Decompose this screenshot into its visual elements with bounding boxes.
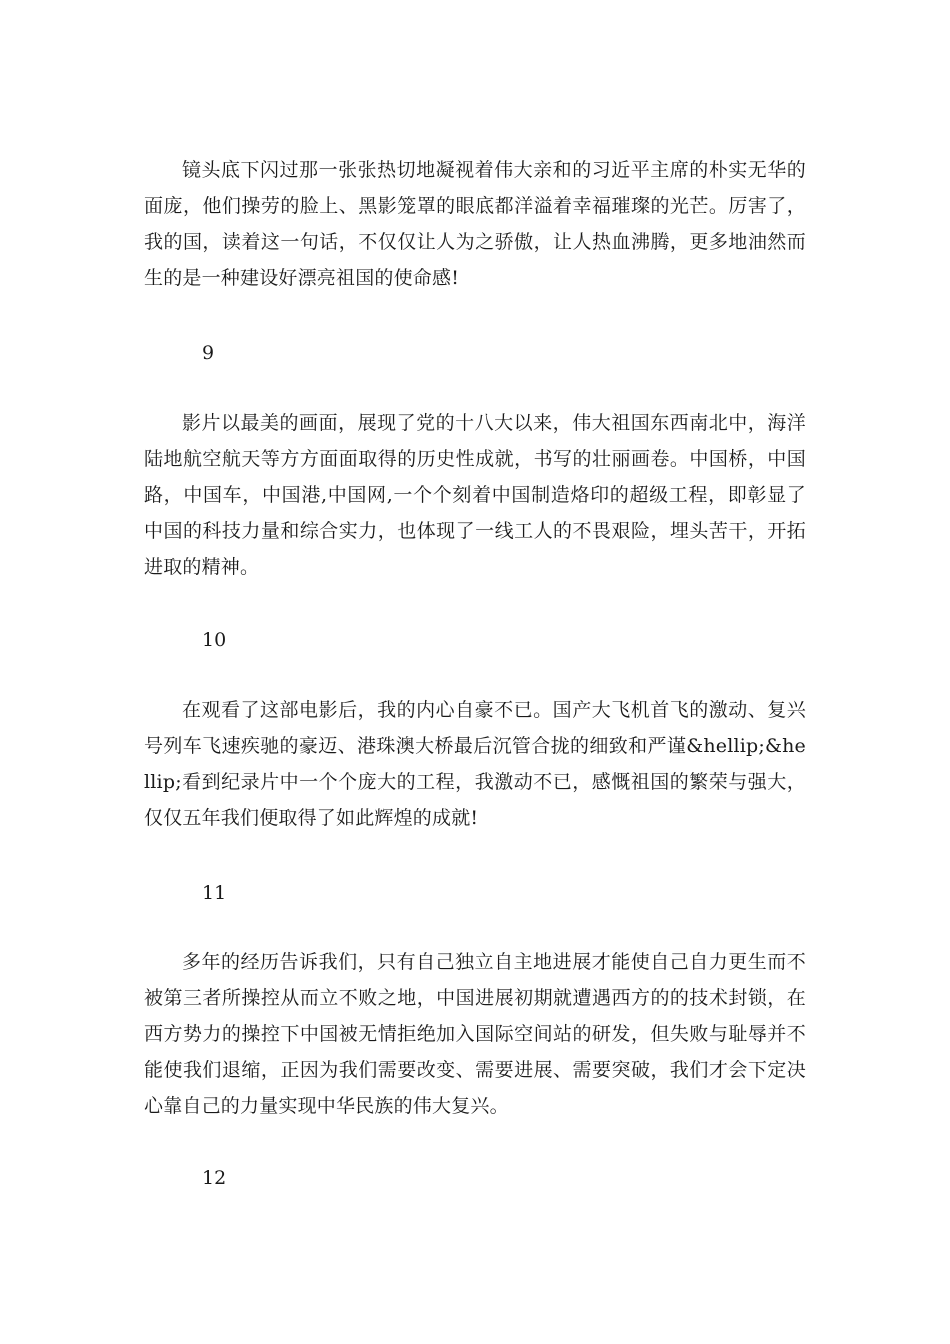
paragraph: 影片以最美的画面，展现了党的十八大以来，伟大祖国东西南北中，海洋陆地航空航天等方方面面取得的历史性成就，书写的壮丽画卷。中国桥，中国路，中国车，中国港,中国网,一个个刻着中国制造烙印的超级工程，即彰显了中国的科技力量和综合实力，也体现了一线工人的不畏艰险，埋头苦干，开拓进取的精神。 — [144, 412, 806, 578]
paragraph: 在观看了这部电影后，我的内心自豪不已。国产大飞机首飞的激动、复兴号列车飞速疾驰的豪迈、港珠澳大桥最后沉管合拢的细致和严谨&hellip;&hellip;看到纪录片中一个个庞大的工程，我激动不已，感慨祖国的繁荣与强大，仅仅五年我们便取得了如此辉煌的成就! — [144, 699, 806, 829]
section-number: 11 — [202, 882, 227, 904]
section-number: 10 — [202, 629, 227, 651]
section-number: 12 — [202, 1167, 227, 1189]
paragraph: 多年的经历告诉我们，只有自己独立自主地进展才能使自己自力更生而不被第三者所操控从而立不败之地，中国进展初期就遭遇西方的的技术封锁，在西方势力的操控下中国被无情拒绝加入国际空间站的研发，但失败与耻辱并不能使我们退缩，正因为我们需要改变、需要进展、需要突破，我们才会下定决心靠自己的力量实现中华民族的伟大复兴。 — [144, 951, 806, 1117]
paragraph: 镜头底下闪过那一张张热切地凝视着伟大亲和的习近平主席的朴实无华的面庞，他们操劳的脸上、黑影笼罩的眼底都洋溢着幸福璀璨的光芒。厉害了，我的国，读着这一句话，不仅仅让人为之骄傲，让人热血沸腾，更多地油然而生的是一种建设好漂亮祖国的使命感! — [144, 159, 806, 289]
section-number: 9 — [202, 342, 215, 364]
